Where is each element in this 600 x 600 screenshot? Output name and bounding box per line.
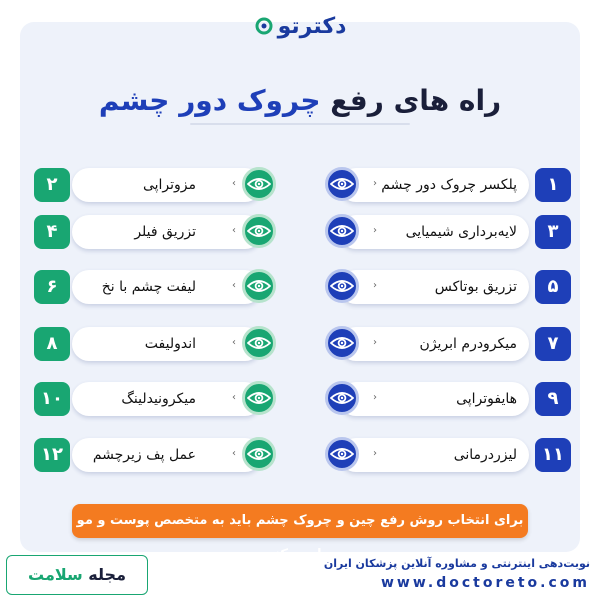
chevron-icon: › [232,392,236,403]
chevron-icon: ‹ [373,225,377,236]
method-number: ۱ [535,168,571,202]
magazine-badge [6,555,148,595]
chevron-icon: › [232,448,236,459]
chevron-icon: › [232,337,236,348]
chevron-icon: ‹ [373,448,377,459]
eye-icon [325,214,359,248]
method-item [325,438,575,472]
method-label: تزریق فیلر [134,224,196,240]
method-label: لیفت چشم با نخ [101,279,196,295]
advice-banner: برای انتخاب روش رفع چین و چروک چشم باید به متخصص پوست و مو مراجعه کنید [72,504,528,538]
chevron-icon: ‹ [373,280,377,291]
page-title [0,84,600,125]
brand-logo [0,8,600,44]
eye-icon [242,269,276,303]
method-number: ۱۰ [34,382,70,416]
chevron-icon: ‹ [373,178,377,189]
chevron-icon: › [232,280,236,291]
eye-icon [242,381,276,415]
footer-website: www.doctoreto.com [380,575,590,591]
eye-icon [242,167,276,201]
method-item [325,168,575,202]
method-label: پلکسر چروک دور چشم [381,177,517,193]
eye-icon [325,437,359,471]
method-number: ۹ [535,382,571,416]
method-label: مزوتراپی [142,177,196,193]
method-number: ۶ [34,270,70,304]
method-number: ۱۲ [34,438,70,472]
method-label: هایفوتراپی [456,391,517,407]
method-number: ۸ [34,327,70,361]
title-part-2: چروک دور چشم [98,84,321,117]
footer-tagline: نوبت‌دهی اینترنتی و مشاوره آنلاین پزشکان ایران [323,557,590,570]
method-item [28,270,278,304]
method-item [325,215,575,249]
method-label: لایه‌برداری شیمیایی [405,224,517,240]
chevron-icon: › [232,225,236,236]
method-label: تزریق بوتاکس [434,279,517,295]
method-label: عمل پف زیرچشم [92,447,196,463]
title-part-1: راه های رفع [320,84,502,117]
title-underline [190,123,410,125]
method-item [28,168,278,202]
method-number: ۲ [34,168,70,202]
logo-text: دکترتو [277,13,347,39]
chevron-icon: ‹ [373,392,377,403]
doctor-logo-icon [254,16,274,36]
method-label: میکرودرم ابریژن [419,336,517,352]
magazine-label-1: مجله [82,565,126,584]
method-item [28,382,278,416]
method-item [325,382,575,416]
eye-icon [325,269,359,303]
method-number: ۳ [535,215,571,249]
method-item [28,327,278,361]
magazine-label-2: سلامت [28,565,83,584]
method-item [325,327,575,361]
chevron-icon: ‹ [373,337,377,348]
method-number: ۷ [535,327,571,361]
eye-icon [325,167,359,201]
chevron-icon: › [232,178,236,189]
method-number: ۴ [34,215,70,249]
eye-icon [325,326,359,360]
eye-icon [325,381,359,415]
method-number: ۱۱ [535,438,571,472]
eye-icon [242,437,276,471]
method-label: میکرونیدلینگ [121,391,196,407]
method-item [28,215,278,249]
method-label: اندولیفت [144,336,196,352]
eye-icon [242,214,276,248]
eye-icon [242,326,276,360]
method-number: ۵ [535,270,571,304]
method-label: لیزردرمانی [453,447,517,463]
method-item [28,438,278,472]
method-item [325,270,575,304]
